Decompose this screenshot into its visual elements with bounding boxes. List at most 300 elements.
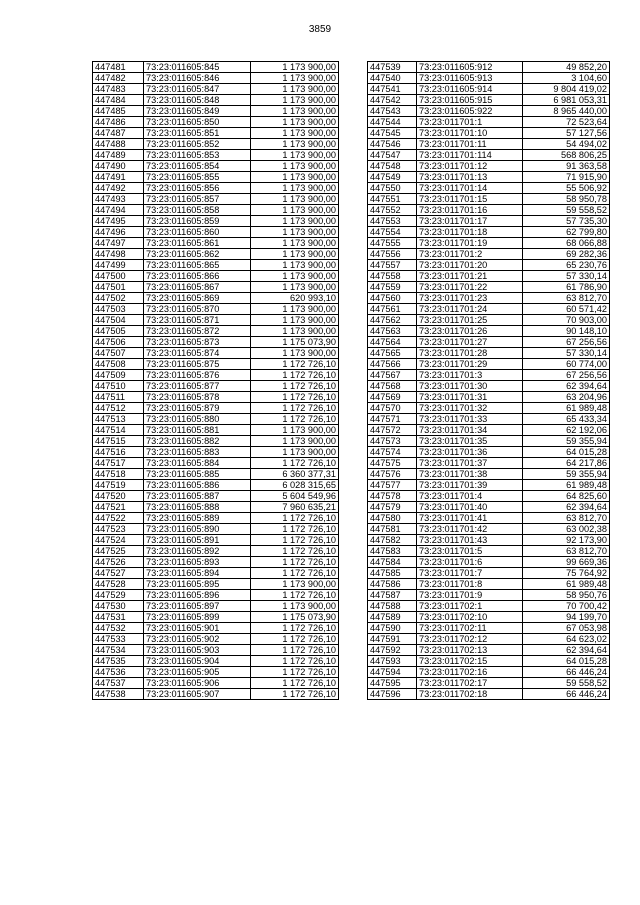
cadastral-value: 1 173 900,00 [251, 62, 339, 73]
cadastral-number: 73:23:011605:866 [144, 271, 251, 282]
row-number: 447557 [368, 260, 417, 271]
table-row [368, 513, 610, 524]
cadastral-number: 73:23:011605:907 [144, 689, 251, 700]
cadastral-number: 73:23:011605:860 [144, 227, 251, 238]
row-number: 447555 [368, 238, 417, 249]
table-row [368, 128, 610, 139]
row-number: 447548 [368, 161, 417, 172]
row-number: 447499 [93, 260, 144, 271]
cadastral-value: 63 812,70 [523, 546, 610, 557]
cadastral-value: 1 172 726,10 [251, 359, 339, 370]
table-row [368, 370, 610, 381]
table-row [368, 249, 610, 260]
row-number: 447503 [93, 304, 144, 315]
row-number: 447519 [93, 480, 144, 491]
table-row [93, 590, 339, 601]
cadastral-value: 62 394,64 [523, 645, 610, 656]
cadastral-value: 1 173 900,00 [251, 150, 339, 161]
cadastral-number: 73:23:011605:882 [144, 436, 251, 447]
cadastral-value: 49 852,20 [523, 62, 610, 73]
row-number: 447487 [93, 128, 144, 139]
row-number: 447498 [93, 249, 144, 260]
cadastral-value: 6 360 377,31 [251, 469, 339, 480]
cadastral-number: 73:23:011701:29 [417, 359, 523, 370]
cadastral-value: 1 173 900,00 [251, 161, 339, 172]
row-number: 447568 [368, 381, 417, 392]
cadastral-number: 73:23:011605:883 [144, 447, 251, 458]
row-number: 447531 [93, 612, 144, 623]
cadastral-number: 73:23:011701:36 [417, 447, 523, 458]
row-number: 447594 [368, 667, 417, 678]
cadastral-number: 73:23:011702:12 [417, 634, 523, 645]
cadastral-number: 73:23:011605:905 [144, 667, 251, 678]
row-number: 447526 [93, 557, 144, 568]
cadastral-number: 73:23:011605:870 [144, 304, 251, 315]
table-row [93, 150, 339, 161]
cadastral-value: 1 173 900,00 [251, 271, 339, 282]
table-row [368, 227, 610, 238]
cadastral-number: 73:23:011605:871 [144, 315, 251, 326]
cadastral-value: 1 172 726,10 [251, 458, 339, 469]
cadastral-number: 73:23:011702:13 [417, 645, 523, 656]
cadastral-number: 73:23:011605:872 [144, 326, 251, 337]
table-row [93, 513, 339, 524]
table-row [93, 271, 339, 282]
cadastral-value: 59 355,94 [523, 469, 610, 480]
cadastral-number: 73:23:011605:865 [144, 260, 251, 271]
cadastral-number: 73:23:011605:867 [144, 282, 251, 293]
cadastral-value: 1 173 900,00 [251, 183, 339, 194]
cadastral-number: 73:23:011701:40 [417, 502, 523, 513]
cadastral-value: 66 446,24 [523, 689, 610, 700]
row-number: 447521 [93, 502, 144, 513]
cadastral-number: 73:23:011702:18 [417, 689, 523, 700]
table-row [368, 161, 610, 172]
cadastral-number: 73:23:011605:903 [144, 645, 251, 656]
cadastral-number: 73:23:011701:16 [417, 205, 523, 216]
cadastral-value: 1 172 726,10 [251, 667, 339, 678]
cadastral-number: 73:23:011605:891 [144, 535, 251, 546]
table-row [368, 216, 610, 227]
cadastral-value: 60 774,00 [523, 359, 610, 370]
row-number: 447560 [368, 293, 417, 304]
row-number: 447554 [368, 227, 417, 238]
page-number: 3859 [308, 24, 332, 35]
cadastral-value: 64 623,02 [523, 634, 610, 645]
cadastral-number: 73:23:011605:894 [144, 568, 251, 579]
table-row [368, 458, 610, 469]
cadastral-number: 73:23:011605:857 [144, 194, 251, 205]
table-row [368, 315, 610, 326]
cadastral-value: 62 192,06 [523, 425, 610, 436]
row-number: 447537 [93, 678, 144, 689]
cadastral-value: 64 015,28 [523, 447, 610, 458]
table-row [368, 557, 610, 568]
cadastral-value: 57 127,56 [523, 128, 610, 139]
cadastral-value: 58 950,76 [523, 590, 610, 601]
cadastral-value: 63 812,70 [523, 513, 610, 524]
table-row [368, 568, 610, 579]
cadastral-value: 69 282,36 [523, 249, 610, 260]
cadastral-number: 73:23:011605:887 [144, 491, 251, 502]
cadastral-value: 1 172 726,10 [251, 590, 339, 601]
table-row [93, 95, 339, 106]
table-row [93, 403, 339, 414]
table-row [368, 656, 610, 667]
row-number: 447581 [368, 524, 417, 535]
cadastral-number: 73:23:011701:15 [417, 194, 523, 205]
row-number: 447501 [93, 282, 144, 293]
table-row [368, 282, 610, 293]
row-number: 447482 [93, 73, 144, 84]
table-row [368, 425, 610, 436]
cadastral-number: 73:23:011605:849 [144, 106, 251, 117]
table-row [93, 689, 339, 700]
table-row [93, 568, 339, 579]
cadastral-number: 73:23:011701:3 [417, 370, 523, 381]
cadastral-value: 1 172 726,10 [251, 678, 339, 689]
cadastral-number: 73:23:011701:14 [417, 183, 523, 194]
row-number: 447534 [93, 645, 144, 656]
cadastral-value: 57 330,14 [523, 271, 610, 282]
row-number: 447542 [368, 95, 417, 106]
row-number: 447582 [368, 535, 417, 546]
cadastral-value: 3 104,60 [523, 73, 610, 84]
row-number: 447516 [93, 447, 144, 458]
cadastral-number: 73:23:011701:4 [417, 491, 523, 502]
table-row [368, 678, 610, 689]
cadastral-number: 73:23:011702:11 [417, 623, 523, 634]
row-number: 447578 [368, 491, 417, 502]
row-number: 447583 [368, 546, 417, 557]
table-row [368, 535, 610, 546]
cadastral-value: 59 355,94 [523, 436, 610, 447]
cadastral-number: 73:23:011702:16 [417, 667, 523, 678]
cadastral-value: 62 799,80 [523, 227, 610, 238]
row-number: 447561 [368, 304, 417, 315]
table-row [93, 645, 339, 656]
row-number: 447518 [93, 469, 144, 480]
cadastral-value: 59 558,52 [523, 205, 610, 216]
cadastral-number: 73:23:011701:35 [417, 436, 523, 447]
table-row [93, 128, 339, 139]
table-row [93, 337, 339, 348]
row-number: 447538 [93, 689, 144, 700]
cadastral-value: 1 173 900,00 [251, 216, 339, 227]
table-row [368, 436, 610, 447]
row-number: 447596 [368, 689, 417, 700]
row-number: 447552 [368, 205, 417, 216]
row-number: 447532 [93, 623, 144, 634]
table-row [368, 403, 610, 414]
cadastral-number: 73:23:011605:912 [417, 62, 523, 73]
cadastral-number: 73:23:011701:31 [417, 392, 523, 403]
row-number: 447562 [368, 315, 417, 326]
cadastral-value: 1 172 726,10 [251, 689, 339, 700]
cadastral-value: 1 173 900,00 [251, 249, 339, 260]
row-number: 447593 [368, 656, 417, 667]
cadastral-value: 55 506,92 [523, 183, 610, 194]
table-row [93, 458, 339, 469]
cadastral-number: 73:23:011605:861 [144, 238, 251, 249]
table-row [368, 667, 610, 678]
table-row [368, 392, 610, 403]
cadastral-value: 63 204,96 [523, 392, 610, 403]
cadastral-value: 1 172 726,10 [251, 403, 339, 414]
table-row [368, 381, 610, 392]
row-number: 447551 [368, 194, 417, 205]
table-row [368, 491, 610, 502]
cadastral-value: 1 173 900,00 [251, 425, 339, 436]
table-row [368, 524, 610, 535]
row-number: 447587 [368, 590, 417, 601]
table-row [368, 84, 610, 95]
table-row [368, 480, 610, 491]
cadastral-value: 67 256,56 [523, 337, 610, 348]
row-number: 447515 [93, 436, 144, 447]
cadastral-number: 73:23:011605:845 [144, 62, 251, 73]
table-row [368, 172, 610, 183]
row-number: 447514 [93, 425, 144, 436]
row-number: 447481 [93, 62, 144, 73]
table-row [93, 678, 339, 689]
table-row [93, 414, 339, 425]
cadastral-number: 73:23:011605:846 [144, 73, 251, 84]
row-number: 447489 [93, 150, 144, 161]
cadastral-value: 70 903,00 [523, 315, 610, 326]
cadastral-value: 67 053,98 [523, 623, 610, 634]
cadastral-value: 1 172 726,10 [251, 568, 339, 579]
cadastral-number: 73:23:011701:11 [417, 139, 523, 150]
cadastral-value: 1 172 726,10 [251, 656, 339, 667]
cadastral-number: 73:23:011605:885 [144, 469, 251, 480]
table-row [93, 194, 339, 205]
row-number: 447500 [93, 271, 144, 282]
table-row [93, 634, 339, 645]
cadastral-number: 73:23:011701:33 [417, 414, 523, 425]
cadastral-number: 73:23:011701:32 [417, 403, 523, 414]
row-number: 447574 [368, 447, 417, 458]
cadastral-value: 1 172 726,10 [251, 557, 339, 568]
cadastral-number: 73:23:011701:8 [417, 579, 523, 590]
row-number: 447535 [93, 656, 144, 667]
table-row [93, 348, 339, 359]
table-row [368, 293, 610, 304]
table-row [93, 656, 339, 667]
table-row [93, 326, 339, 337]
cadastral-number: 73:23:011605:906 [144, 678, 251, 689]
cadastral-number: 73:23:011701:21 [417, 271, 523, 282]
row-number: 447559 [368, 282, 417, 293]
row-number: 447566 [368, 359, 417, 370]
cadastral-value: 1 172 726,10 [251, 634, 339, 645]
table-row [368, 469, 610, 480]
table-row [93, 447, 339, 458]
table-row [93, 436, 339, 447]
row-number: 447564 [368, 337, 417, 348]
table-row [93, 667, 339, 678]
row-number: 447549 [368, 172, 417, 183]
row-number: 447595 [368, 678, 417, 689]
cadastral-number: 73:23:011605:892 [144, 546, 251, 557]
row-number: 447510 [93, 381, 144, 392]
row-number: 447527 [93, 568, 144, 579]
row-number: 447589 [368, 612, 417, 623]
row-number: 447567 [368, 370, 417, 381]
cadastral-value: 1 173 900,00 [251, 227, 339, 238]
cadastral-value: 75 764,92 [523, 568, 610, 579]
cadastral-number: 73:23:011605:904 [144, 656, 251, 667]
cadastral-number: 73:23:011701:24 [417, 304, 523, 315]
table-row [368, 260, 610, 271]
table-row [93, 172, 339, 183]
cadastral-value: 1 173 900,00 [251, 194, 339, 205]
cadastral-value: 1 173 900,00 [251, 84, 339, 95]
row-number: 447550 [368, 183, 417, 194]
table-row [93, 238, 339, 249]
cadastral-number: 73:23:011605:922 [417, 106, 523, 117]
row-number: 447517 [93, 458, 144, 469]
table-row [93, 381, 339, 392]
row-number: 447579 [368, 502, 417, 513]
cadastral-value: 61 989,48 [523, 579, 610, 590]
cadastral-value: 8 965 440,00 [523, 106, 610, 117]
row-number: 447545 [368, 128, 417, 139]
cadastral-number: 73:23:011701:41 [417, 513, 523, 524]
row-number: 447530 [93, 601, 144, 612]
table-row [368, 106, 610, 117]
table-row [93, 293, 339, 304]
row-number: 447525 [93, 546, 144, 557]
cadastral-number: 73:23:011605:850 [144, 117, 251, 128]
row-number: 447588 [368, 601, 417, 612]
cadastral-value: 61 786,90 [523, 282, 610, 293]
cadastral-number: 73:23:011701:5 [417, 546, 523, 557]
table-row [368, 183, 610, 194]
cadastral-value: 94 199,70 [523, 612, 610, 623]
row-number: 447497 [93, 238, 144, 249]
cadastral-value: 61 989,48 [523, 480, 610, 491]
row-number: 447546 [368, 139, 417, 150]
table-row [93, 183, 339, 194]
cadastral-number: 73:23:011701:30 [417, 381, 523, 392]
row-number: 447506 [93, 337, 144, 348]
cadastral-number: 73:23:011701:114 [417, 150, 523, 161]
cadastral-number: 73:23:011701:20 [417, 260, 523, 271]
registry-table-left [92, 61, 339, 700]
cadastral-number: 73:23:011605:897 [144, 601, 251, 612]
cadastral-number: 73:23:011605:875 [144, 359, 251, 370]
row-number: 447556 [368, 249, 417, 260]
cadastral-value: 620 993,10 [251, 293, 339, 304]
cadastral-value: 65 230,76 [523, 260, 610, 271]
row-number: 447565 [368, 348, 417, 359]
cadastral-value: 1 173 900,00 [251, 282, 339, 293]
cadastral-number: 73:23:011701:39 [417, 480, 523, 491]
table-row [368, 579, 610, 590]
cadastral-value: 1 173 900,00 [251, 304, 339, 315]
cadastral-number: 73:23:011605:880 [144, 414, 251, 425]
cadastral-number: 73:23:011701:34 [417, 425, 523, 436]
cadastral-number: 73:23:011605:884 [144, 458, 251, 469]
row-number: 447508 [93, 359, 144, 370]
row-number: 447502 [93, 293, 144, 304]
cadastral-number: 73:23:011605:913 [417, 73, 523, 84]
cadastral-number: 73:23:011701:18 [417, 227, 523, 238]
table-row [93, 557, 339, 568]
cadastral-number: 73:23:011701:22 [417, 282, 523, 293]
row-number: 447507 [93, 348, 144, 359]
cadastral-value: 5 604 549,96 [251, 491, 339, 502]
cadastral-value: 1 172 726,10 [251, 370, 339, 381]
cadastral-number: 73:23:011605:848 [144, 95, 251, 106]
table-row [368, 150, 610, 161]
cadastral-value: 1 173 900,00 [251, 436, 339, 447]
cadastral-value: 1 172 726,10 [251, 513, 339, 524]
cadastral-number: 73:23:011702:15 [417, 656, 523, 667]
cadastral-value: 62 394,64 [523, 381, 610, 392]
cadastral-value: 70 700,42 [523, 601, 610, 612]
row-number: 447509 [93, 370, 144, 381]
row-number: 447577 [368, 480, 417, 491]
cadastral-value: 99 669,36 [523, 557, 610, 568]
table-row [93, 205, 339, 216]
table-row [93, 139, 339, 150]
cadastral-value: 1 172 726,10 [251, 392, 339, 403]
cadastral-number: 73:23:011605:878 [144, 392, 251, 403]
table-row [93, 282, 339, 293]
row-number: 447569 [368, 392, 417, 403]
table-row [93, 84, 339, 95]
table-row [368, 359, 610, 370]
cadastral-number: 73:23:011701:2 [417, 249, 523, 260]
cadastral-number: 73:23:011605:879 [144, 403, 251, 414]
row-number: 447540 [368, 73, 417, 84]
cadastral-value: 62 394,64 [523, 502, 610, 513]
table-row [93, 612, 339, 623]
table-row [368, 447, 610, 458]
table-row [368, 414, 610, 425]
cadastral-value: 6 028 315,65 [251, 480, 339, 491]
table-row [93, 304, 339, 315]
row-number: 447512 [93, 403, 144, 414]
cadastral-value: 1 172 726,10 [251, 381, 339, 392]
cadastral-number: 73:23:011605:895 [144, 579, 251, 590]
row-number: 447576 [368, 469, 417, 480]
cadastral-number: 73:23:011701:42 [417, 524, 523, 535]
cadastral-value: 64 825,60 [523, 491, 610, 502]
cadastral-value: 1 172 726,10 [251, 535, 339, 546]
row-number: 447528 [93, 579, 144, 590]
table-row [93, 535, 339, 546]
table-row [368, 348, 610, 359]
table-row [368, 337, 610, 348]
table-row [368, 238, 610, 249]
cadastral-number: 73:23:011605:869 [144, 293, 251, 304]
table-row [93, 524, 339, 535]
cadastral-number: 73:23:011605:881 [144, 425, 251, 436]
cadastral-value: 1 173 900,00 [251, 128, 339, 139]
cadastral-number: 73:23:011701:1 [417, 117, 523, 128]
cadastral-number: 73:23:011701:12 [417, 161, 523, 172]
cadastral-number: 73:23:011701:17 [417, 216, 523, 227]
row-number: 447484 [93, 95, 144, 106]
table-row [368, 73, 610, 84]
cadastral-number: 73:23:011605:851 [144, 128, 251, 139]
row-number: 447511 [93, 392, 144, 403]
table-row [93, 469, 339, 480]
cadastral-value: 71 915,90 [523, 172, 610, 183]
